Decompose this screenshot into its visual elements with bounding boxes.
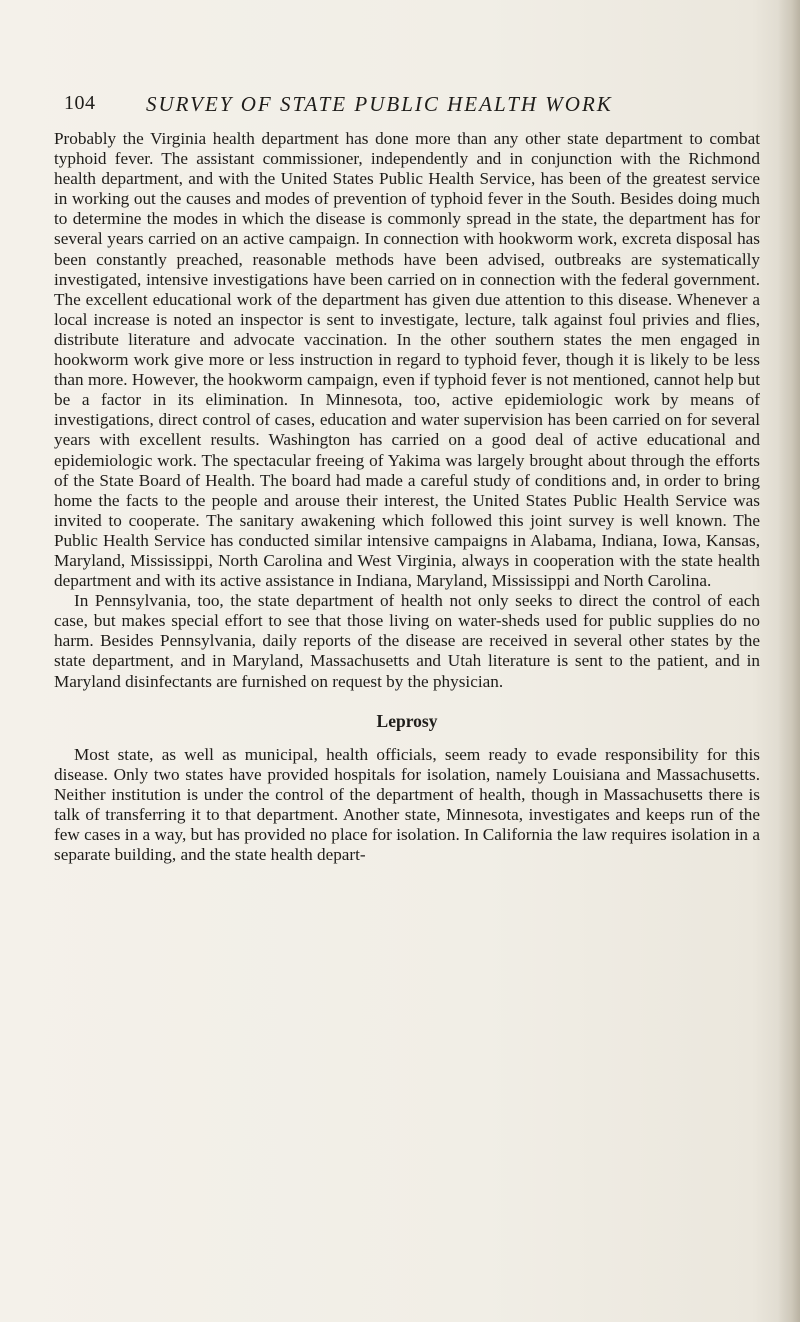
- running-head: SURVEY OF STATE PUBLIC HEALTH WORK: [146, 92, 613, 116]
- section-heading-leprosy: Leprosy: [376, 710, 438, 731]
- page-edge-shadow: [778, 0, 800, 1322]
- page-number: 104: [64, 92, 96, 114]
- paragraph-typhoid-pennsylvania: In Pennsylvania, too, the state department of health not only seeks to direct the control of each case, but makes special effort to see that those living on water-sheds used for public supplies do no harm. Besides Pennsylvania, daily reports of the disease are received in several other states by the state department, and in Maryland, Massachusetts and Utah literature is sent to the patient, and in Maryland disinfectants are furnished on request by the physician.: [54, 591, 760, 691]
- body-text: [54, 129, 760, 865]
- page-header: [64, 92, 764, 122]
- paragraph-leprosy: Most state, as well as municipal, health officials, seem ready to evade responsibility for this disease. Only two states have provided hospitals for isolation, namely Louisiana and Massachusetts. Neither institution is under the control of the department of health, though in Massachusetts there is talk of transferring it to that department. Another state, Minnesota, investigates and keeps run of the few cases in a way, but has provided no place for isolation. In California the law requires isolation in a separate building, and the state health depart-: [54, 744, 760, 865]
- paragraph-typhoid-virginia: Probably the Virginia health department has done more than any other state department to combat typhoid fever. The assistant commissioner, independently and in conjunction with the Richmond health department, and with the United States Public Health Service, has been of the greatest service in working out the causes and modes of prevention of typhoid fever in the South. Besides doing much to determine the modes in which the disease is commonly spread in the state, the department has for several years carried on an active campaign. In connection with hookworm work, excreta disposal has been constantly preached, reasonable methods have been advised, outbreaks are systematically investigated, intensive investigations have been carried on in connection with the federal government. The excellent educational work of the department has given due attention to this disease. Whenever a local increase is noted an inspector is sent to investigate, lecture, talk against foul privies and flies, distribute literature and advocate vaccination. In the other southern states the men engaged in hookworm work give more or less instruction in regard to typhoid fever, though it is likely to be less than more. However, the hookworm campaign, even if typhoid fever is not mentioned, cannot help but be a factor in its elimination. In Minnesota, too, active epidemiologic work by means of investigations, direct control of cases, education and water supervision has been carried on for several years with excellent results. Washington has carried on a good deal of active educational and epidemiologic work. The spectacular freeing of Yakima was largely brought about through the efforts of the State Board of Health. The board had made a careful study of conditions and, in order to bring home the facts to the people and arouse their interest, the United States Public Health Service was invited to cooperate. The sanitary awakening which followed this joint survey is well known. The Public Health Service has conducted similar intensive campaigns in Alabama, Indiana, Iowa, Kansas, Maryland, Mississippi, North Carolina and West Virginia, always in cooperation with the state health department and with its active assistance in Indiana, Maryland, Mississippi and North Carolina.: [54, 129, 760, 591]
